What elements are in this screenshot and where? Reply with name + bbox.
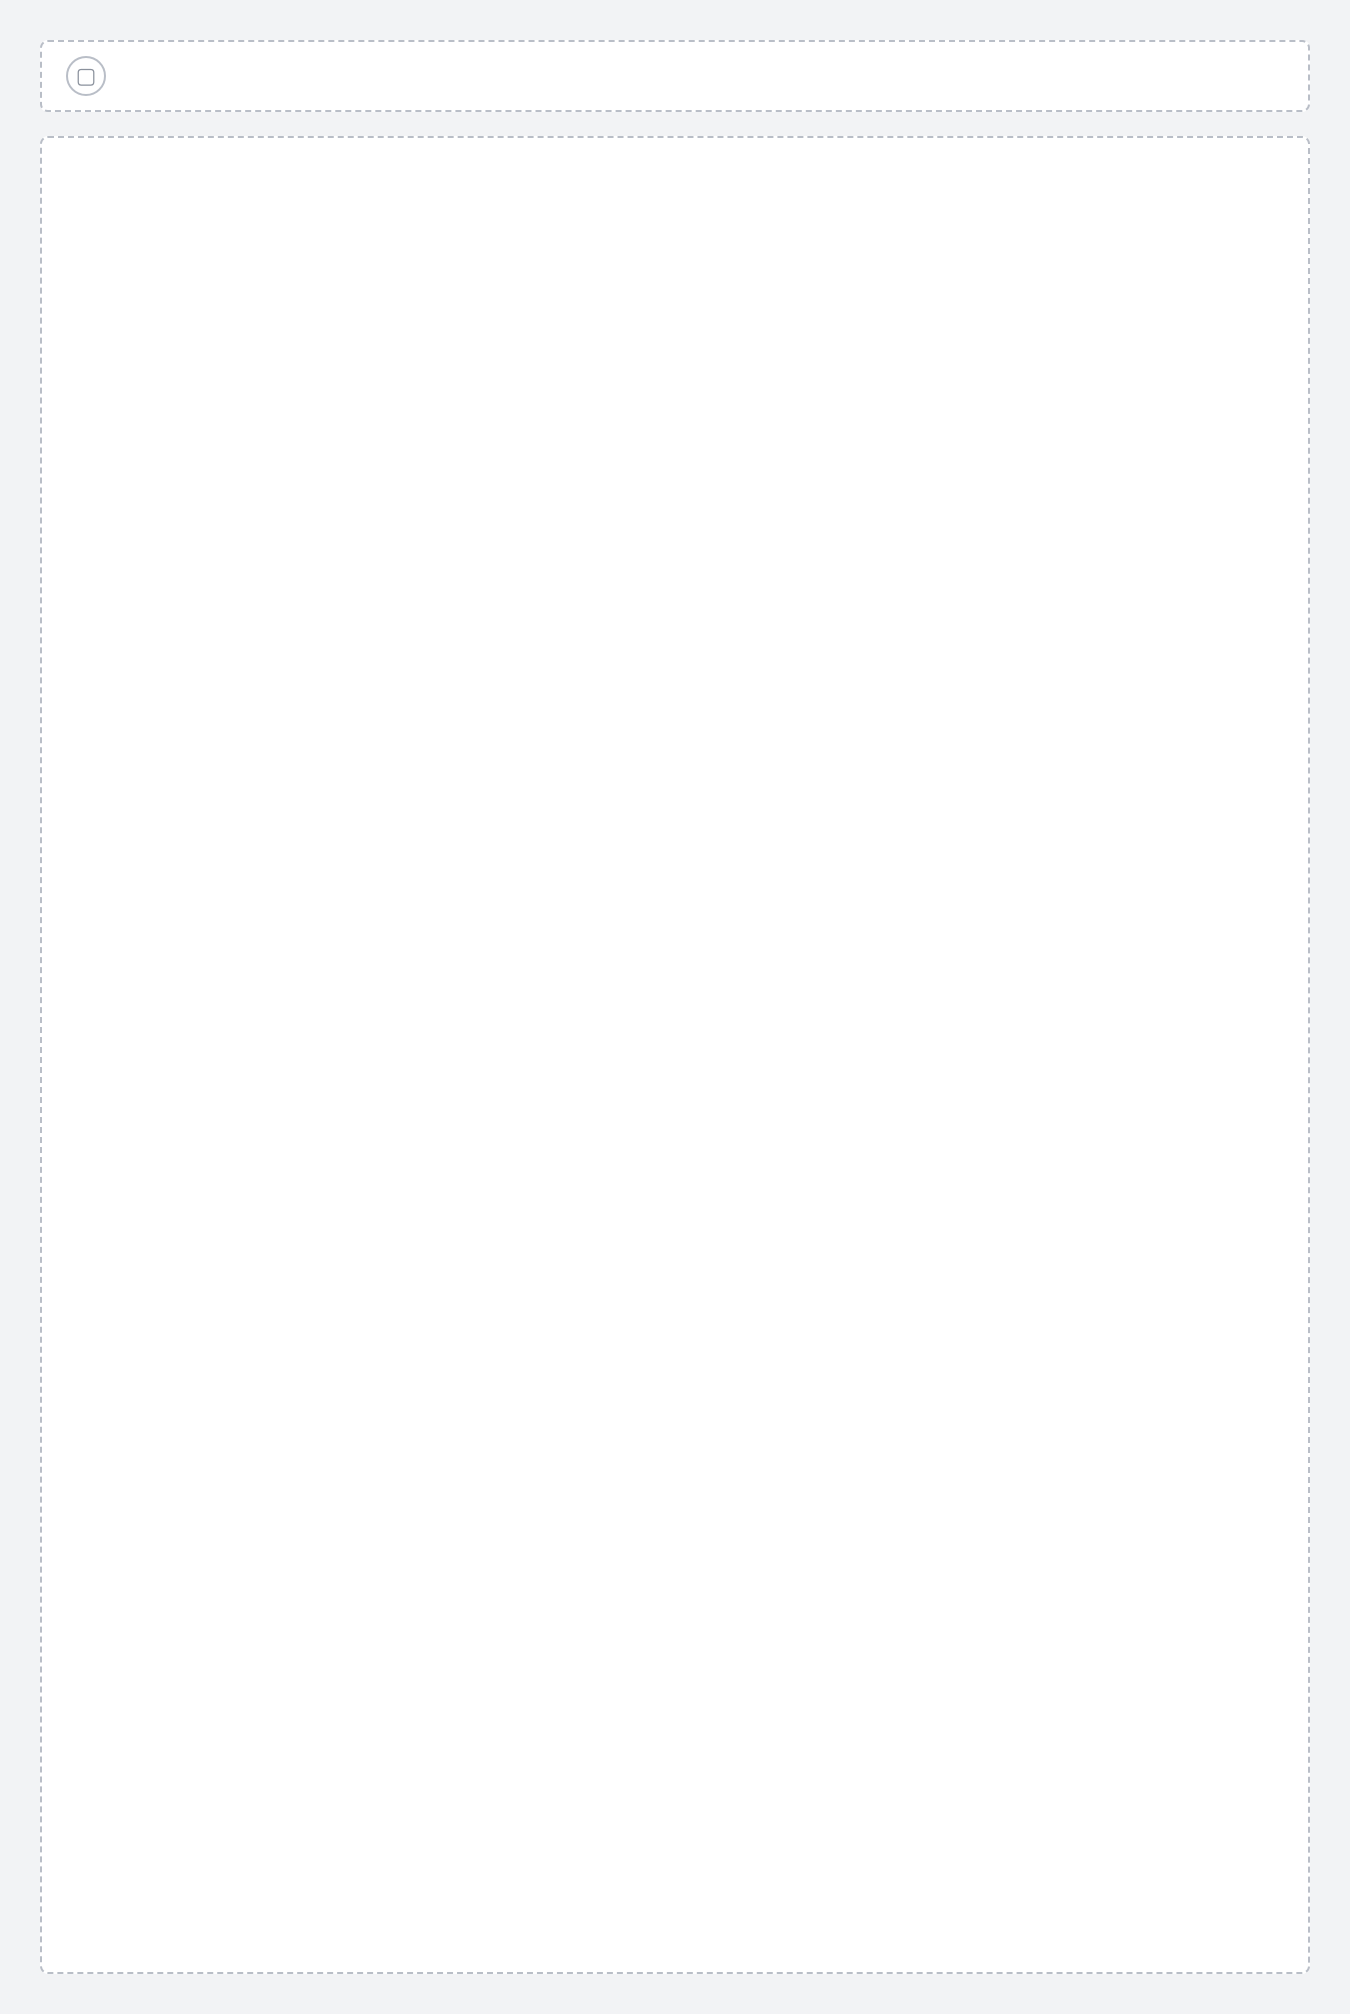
content-area-placeholder [40, 136, 1310, 1974]
image-placeholder-icon: ▢ [66, 56, 106, 96]
top-bar-placeholder [40, 40, 1310, 112]
